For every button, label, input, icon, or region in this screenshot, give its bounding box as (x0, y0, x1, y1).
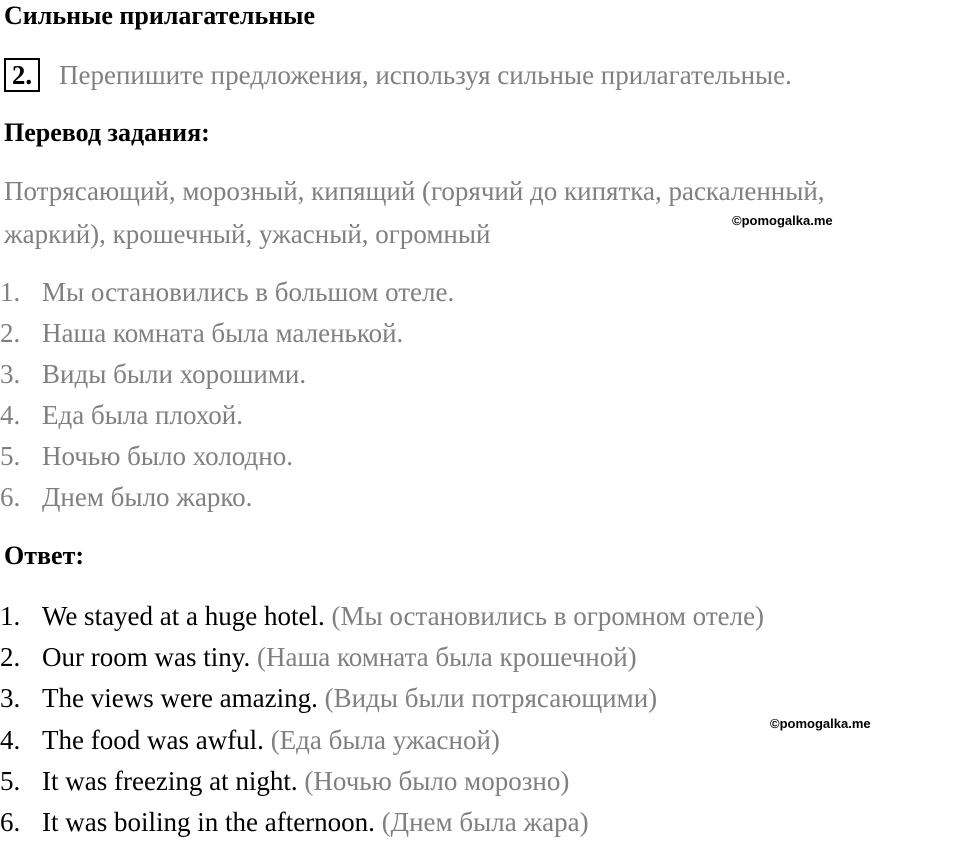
answer-number: 4. (0, 725, 21, 755)
answer-number: 5. (0, 766, 21, 796)
answer-russian: (Мы остановились в огромном отеле) (331, 601, 765, 631)
answer-number: 6. (0, 807, 21, 837)
list-item-number: 4. (0, 400, 21, 430)
answer-russian: (Ночью было морозно) (304, 766, 570, 796)
list-item-number: 2. (0, 318, 21, 348)
list-item-number: 6. (0, 482, 21, 512)
word-bank (4, 170, 825, 256)
answer-russian: (Наша комната была крошечной) (256, 642, 637, 672)
watermark: ©pomogalka.me (770, 716, 871, 731)
answer-english: Our room was tiny. (42, 642, 251, 672)
answer-number: 2. (0, 642, 21, 672)
word-bank-line-1: Потрясающий, морозный, кипящий (горячий до кипятка, раскаленный, (4, 176, 825, 206)
list-item-text: Наша комната была маленькой. (42, 318, 404, 348)
task-number-badge: 2. (4, 58, 40, 92)
watermark: ©pomogalka.me (732, 213, 833, 228)
word-bank-line-2: жаркий), крошечный, ужасный, огромный (4, 219, 491, 249)
list-item-text: Еда была плохой. (42, 400, 243, 430)
answer-english: The views were amazing. (42, 683, 318, 713)
list-item-text: Виды были хорошими. (42, 359, 307, 389)
answer-russian: (Виды были потрясающими) (324, 683, 658, 713)
answer-number: 3. (0, 683, 21, 713)
answer-english: It was boiling in the afternoon. (42, 807, 375, 837)
list-item-text: Мы остановились в большом отеле. (42, 277, 455, 307)
answer-number: 1. (0, 601, 21, 631)
task-text: Перепишите предложения, используя сильные прилагательные. (59, 60, 792, 90)
page-title: Сильные прилагательные (4, 1, 316, 30)
list-item-number: 1. (0, 277, 21, 307)
answer-russian: (Днем была жара) (381, 807, 589, 837)
answer-english: The food was awful. (42, 725, 264, 755)
list-item-text: Ночью было холодно. (42, 441, 293, 471)
answer-english: It was freezing at night. (42, 766, 298, 796)
list-item-number: 5. (0, 441, 21, 471)
answer-english: We stayed at a huge hotel. (42, 601, 325, 631)
answer-heading: Ответ: (4, 541, 85, 570)
list-item-text: Днем было жарко. (42, 482, 253, 512)
answer-russian: (Еда была ужасной) (270, 725, 500, 755)
list-item-number: 3. (0, 359, 21, 389)
translation-heading: Перевод задания: (4, 118, 210, 147)
